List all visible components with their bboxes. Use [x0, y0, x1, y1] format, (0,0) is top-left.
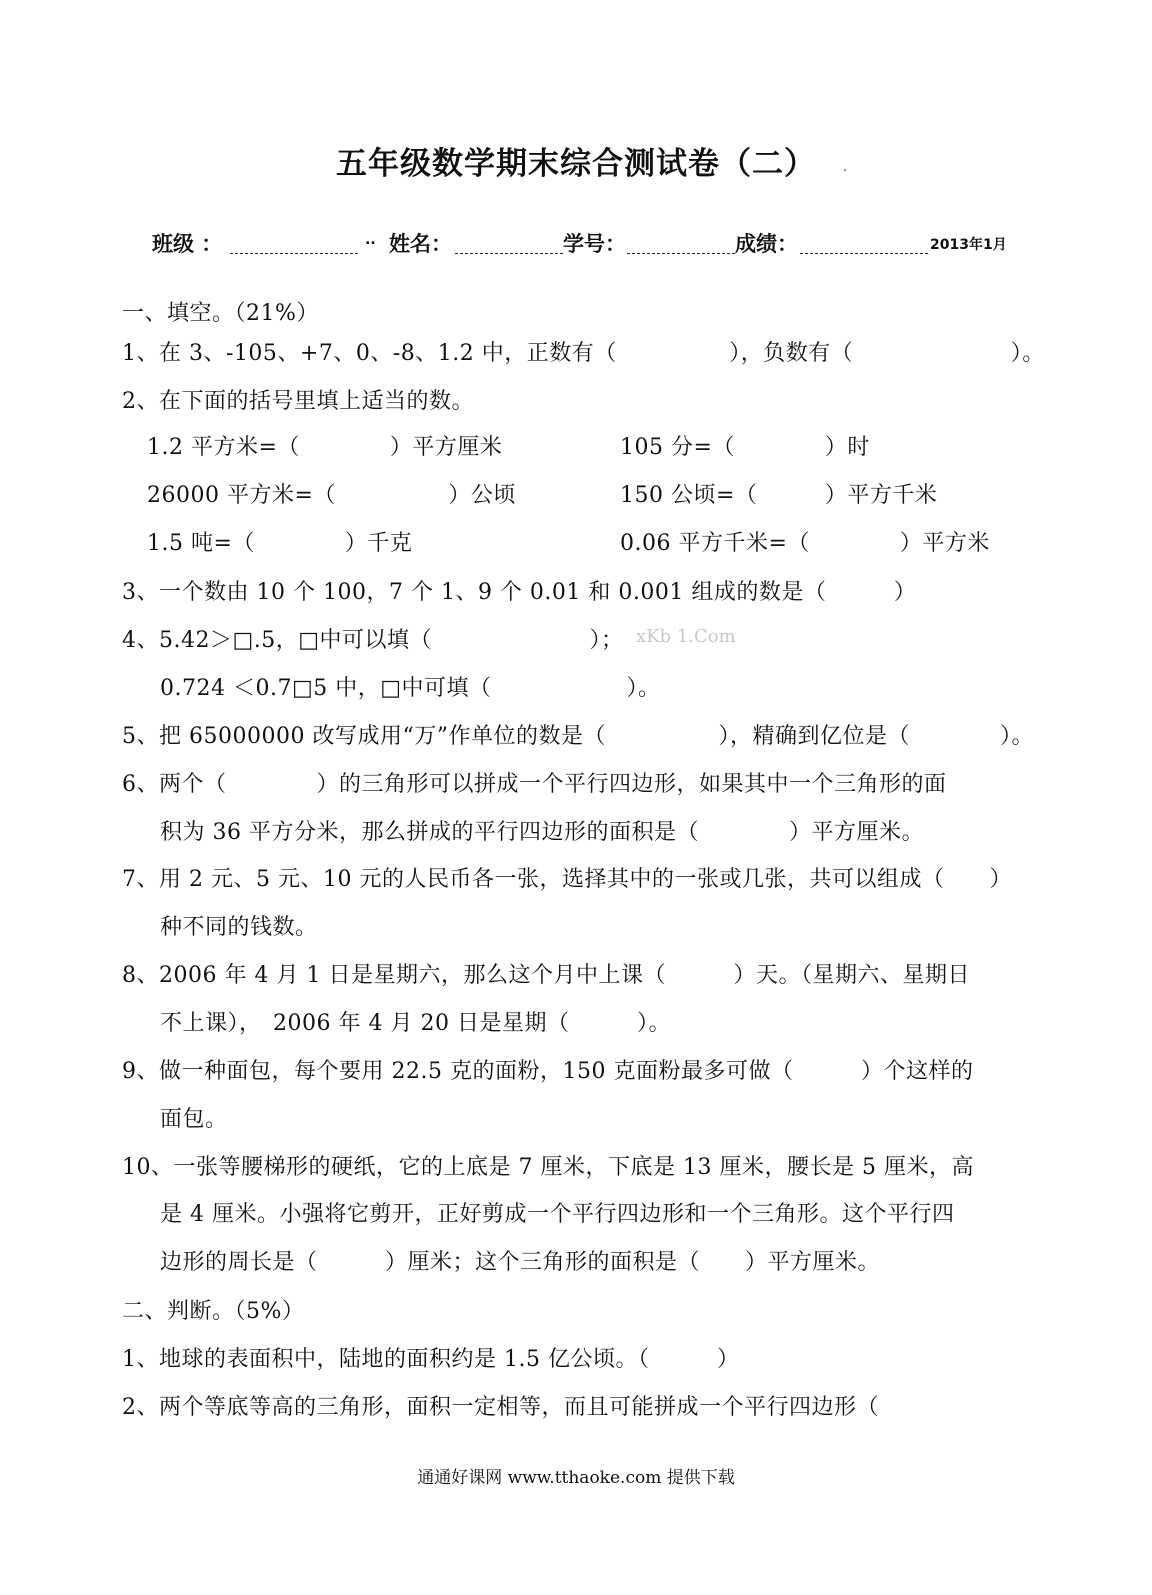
- title-dot: .: [843, 160, 847, 174]
- page-title: 五年级数学期末综合测试卷（二）: [336, 146, 816, 182]
- judgment-1: 1、地球的表面积中，陆地的面积约是 1.5 亿公顷。（ ）: [122, 1347, 740, 1372]
- name-label: 姓名：: [389, 232, 452, 256]
- question-4b: 0.724 ＜0.7□5 中，□中可填（ ）。: [160, 676, 661, 701]
- question-2a-right: 105 分=（ ）时: [620, 435, 870, 460]
- question-3: 3、一个数由 10 个 100，7 个 1、9 个 0.01 和 0.001 组成的数是（ ）: [122, 580, 917, 605]
- question-6a: 6、两个（ ）的三角形可以拼成一个平行四边形，如果其中一个三角形的面: [122, 772, 947, 797]
- question-2c-left: 1.5 吨=（ ）千克: [147, 531, 413, 556]
- section1-heading: 一、填空。（21%）: [122, 301, 319, 326]
- question-2c-right: 0.06 平方千米=（ ）平方米: [620, 531, 990, 556]
- question-2b-right: 150 公顷=（ ）平方千米: [620, 483, 938, 508]
- question-2b-left: 26000 平方米=（ ）公顷: [147, 483, 516, 508]
- question-7b: 种不同的钱数。: [160, 915, 318, 940]
- question-9b: 面包。: [160, 1107, 228, 1132]
- question-9a: 9、做一种面包，每个要用 22.5 克的面粉，150 克面粉最多可做（ ）个这样的: [122, 1059, 974, 1084]
- score-blank: [800, 253, 928, 254]
- exam-date: 2013年1月: [930, 237, 1007, 253]
- class-label: 班级 ：: [152, 232, 223, 256]
- score-label: 成绩：: [735, 232, 798, 256]
- question-8b: 不上课）， 2006 年 4 月 20 日是星期（ ）。: [160, 1011, 671, 1036]
- judgment-2: 2、两个等底等高的三角形，面积一定相等，而且可能拼成一个平行四边形（: [122, 1395, 879, 1420]
- question-6b: 积为 36 平方分米，那么拼成的平行四边形的面积是（ ）平方厘米。: [160, 820, 924, 845]
- class-blank: [230, 253, 358, 254]
- question-5: 5、把 65000000 改写成用“万”作单位的数是（ ），精确到亿位是（ ）。: [122, 724, 1034, 749]
- number-blank: [627, 253, 735, 254]
- question-2: 2、在下面的括号里填上适当的数。: [122, 389, 474, 414]
- question-10b: 是 4 厘米。小强将它剪开，正好剪成一个平行四边形和一个三角形。这个平行四: [160, 1202, 955, 1227]
- dots: ..: [365, 232, 376, 248]
- number-label: 学号：: [563, 232, 626, 256]
- question-10c: 边形的周长是（ ）厘米；这个三角形的面积是（ ）平方厘米。: [160, 1250, 881, 1275]
- watermark-text: xKb 1.Com: [636, 626, 736, 647]
- section2-heading: 二、判断。（5%）: [122, 1299, 305, 1324]
- question-2a-left: 1.2 平方米=（ ）平方厘米: [147, 435, 503, 460]
- question-1: 1、在 3、-105、+7、0、-8、1.2 中，正数有（ ），负数有（ ）。: [122, 341, 1045, 366]
- question-10a: 10、一张等腰梯形的硬纸，它的上底是 7 厘米，下底是 13 厘米，腰长是 5 厘米，高: [122, 1155, 974, 1180]
- footer-source: 通通好课网 www.tthaoke.com 提供下载: [417, 1468, 735, 1488]
- name-blank: [455, 253, 563, 254]
- question-4a: 4、5.42＞□.5，□中可以填（ ）；: [122, 628, 624, 653]
- question-7a: 7、用 2 元、5 元、10 元的人民币各一张，选择其中的一张或几张，共可以组成（ ）: [122, 867, 1012, 892]
- question-8a: 8、2006 年 4 月 1 日是星期六，那么这个月中上课（ ）天。（星期六、星期日: [122, 963, 970, 988]
